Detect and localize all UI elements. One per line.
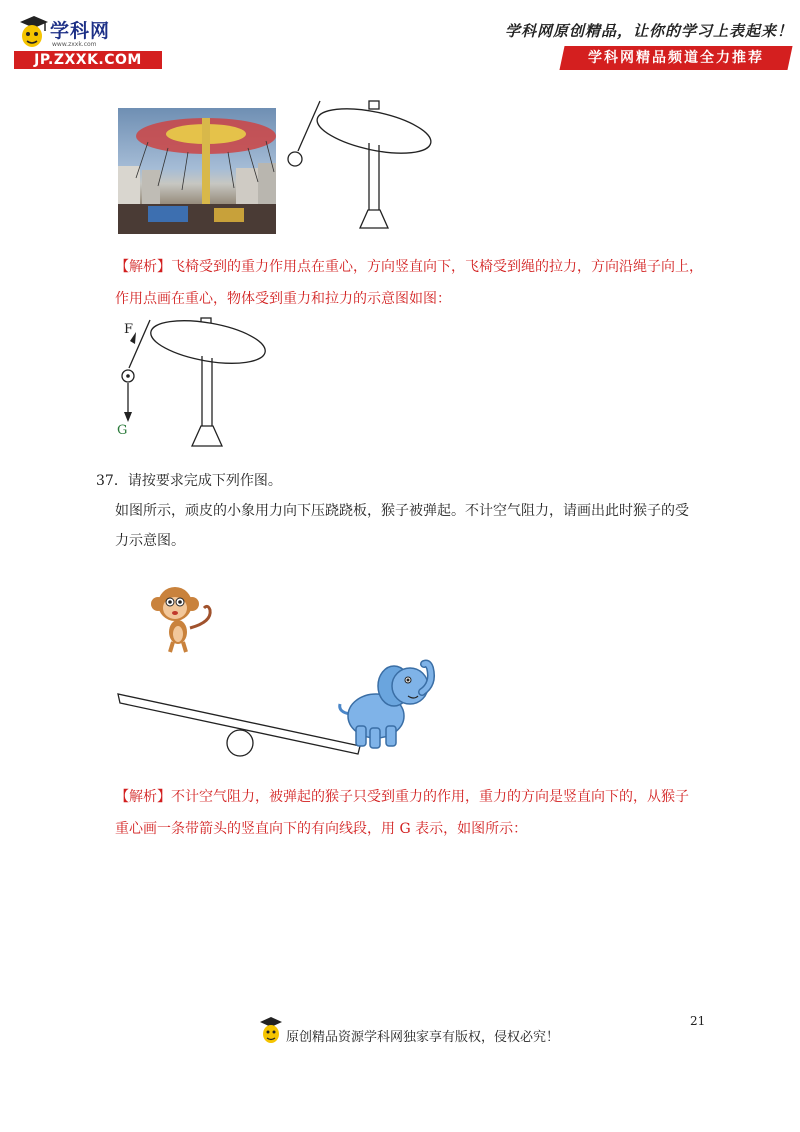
channel-banner[interactable] <box>559 46 792 70</box>
question-37-text-2: 力示意图。 <box>115 533 185 549</box>
question-37-text-1: 如图所示，顽皮的小象用力向下压跷跷板，猴子被弹起。不计空气阻力，请画出此时猴子的受 <box>115 503 689 519</box>
force-label-f: F <box>124 322 134 337</box>
analysis-2-line-1 <box>115 786 689 806</box>
elephant-icon <box>330 656 440 752</box>
footer-mascot-icon <box>258 1016 284 1046</box>
analysis-2-label: 【解析】 <box>115 789 171 805</box>
logo-brand[interactable]: 学科网 <box>50 20 111 42</box>
analysis-1-line-2: 作用点画在重心，物体受到重力和拉力的示意图如图： <box>115 291 451 307</box>
channel-banner-text: 学科网精品频道全力推荐 <box>588 50 764 66</box>
swing-ride-sketch <box>282 95 432 235</box>
footer-copyright: 原创精品资源学科网独家享有版权，侵权必究！ <box>286 1030 560 1045</box>
force-label-g: G <box>117 423 128 438</box>
analysis-2-line-2: 重心画一条带箭头的竖直向下的有向线段，用 G 表示，如图所示： <box>115 821 528 837</box>
question-37-heading <box>96 470 282 490</box>
analysis-1-text-1: 飞椅受到的重力作用点在重心，方向竖直向下，飞椅受到绳的拉力，方向沿绳子向上， <box>171 259 703 275</box>
question-number: 37． <box>96 473 128 489</box>
analysis-1-line-1 <box>115 256 703 276</box>
page-number: 21 <box>690 1014 706 1028</box>
analysis-1-label: 【解析】 <box>115 259 171 275</box>
question-prompt: 请按要求完成下列作图。 <box>127 473 282 489</box>
logo-mascot-icon <box>14 14 50 50</box>
logo-subtitle: www.zxxk.com <box>52 41 97 48</box>
header-slogan: 学科网原创精品，让你的学习上表起来！ <box>505 22 794 40</box>
force-diagram-swing <box>112 312 272 452</box>
analysis-2-text-1: 不计空气阻力，被弹起的猴子只受到重力的作用，重力的方向是竖直向下的，从猴子 <box>171 789 689 805</box>
site-url-badge[interactable]: JP.ZXXK.COM <box>14 51 162 69</box>
swing-ride-photo <box>118 108 276 234</box>
monkey-icon <box>140 584 220 654</box>
